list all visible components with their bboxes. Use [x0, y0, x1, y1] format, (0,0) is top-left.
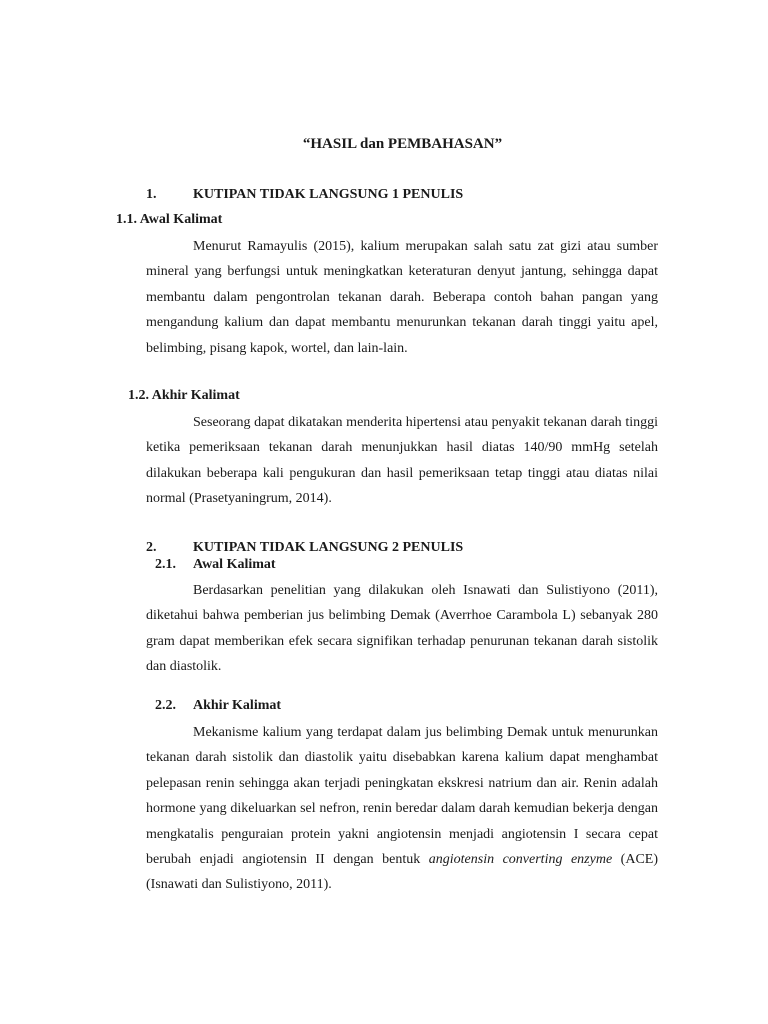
subsection-2-1-title: Awal Kalimat — [193, 557, 276, 572]
subsection-2-2-number: 2.2. — [155, 698, 176, 713]
paragraph-2-2-italic-term: angiotensin converting enzyme — [428, 852, 613, 868]
section-2-title: KUTIPAN TIDAK LANGSUNG 2 PENULIS — [193, 540, 464, 555]
subsection-2-1-number: 2.1. — [155, 557, 176, 572]
subsection-2-1-heading — [155, 557, 276, 573]
section-2-number: 2. — [146, 540, 157, 555]
subsection-1-1-heading — [116, 212, 222, 228]
subsection-2-2-title: Akhir Kalimat — [193, 698, 282, 713]
paragraph-1-2: Seseorang dapat dikatakan menderita hipertensi atau penyakit tekanan darah tinggi ketika pemeriksaan tekanan darah menunjukkan hasil diatas 140/90 mmHg setelah dilakukan beberapa kali pengukuran dan hasil pemeriksaan tetap tinggi atau diatas nilai normal (Prasetyaningrum, 2014). — [146, 415, 658, 507]
paragraph-2-2-text-after: (ACE) (Isnawati dan Sulistiyono, 2011). — [146, 852, 659, 893]
paragraph-2-2 — [146, 720, 658, 898]
section-1-number: 1. — [146, 187, 157, 202]
paragraph-1-1: Menurut Ramayulis (2015), kalium merupakan salah satu zat gizi atau sumber mineral yang berfungsi untuk meningkatkan keteraturan denyut jantung, sehingga dapat membantu dalam pengontrolan tekanan darah. Beberapa contoh bahan pangan yang mengandung kalium dan dapat membantu menurunkan tekanan darah tinggi yaitu apel, belimbing, pisang kapok, wortel, dan lain-lain. — [146, 239, 658, 356]
subsection-1-1-number: 1.1. — [116, 212, 137, 227]
subsection-2-2-heading — [155, 698, 281, 714]
subsection-1-1-title: Awal Kalimat — [139, 212, 223, 227]
page-title: “HASIL dan PEMBAHASAN” — [302, 136, 503, 152]
subsection-1-2-title: Akhir Kalimat — [151, 388, 240, 403]
subsection-1-2-heading — [128, 388, 240, 404]
section-1-heading — [146, 187, 463, 203]
paragraph-2-1: Berdasarkan penelitian yang dilakukan oleh Isnawati dan Sulistiyono (2011), diketahui bahwa pemberian jus belimbing Demak (Averrhoe Carambola L) sebanyak 280 gram dapat memberikan efek secara signifikan terhadap penurunan tekanan darah sistolik dan diastolik. — [146, 583, 658, 675]
paragraph-2-2-text-before: Mekanisme kalium yang terdapat dalam jus belimbing Demak untuk menurunkan tekanan darah sistolik dan diastolik yaitu disebabkan karena kalium dapat menghambat pelepasan renin sehingga akan terjadi peningkatan ekskresi natrium dan air. Renin adalah hormone yang dikeluarkan sel nefron, renin beredar dalam darah kemudian bekerja dengan mengkatalis penguraian protein yakni angiotensin menjadi angiotensin I secara cepat berubah enjadi angiotensin II dengan bentuk — [146, 725, 658, 868]
section-1-title: KUTIPAN TIDAK LANGSUNG 1 PENULIS — [193, 187, 464, 202]
subsection-1-2-number: 1.2. — [128, 388, 149, 403]
section-2-heading — [146, 540, 463, 556]
